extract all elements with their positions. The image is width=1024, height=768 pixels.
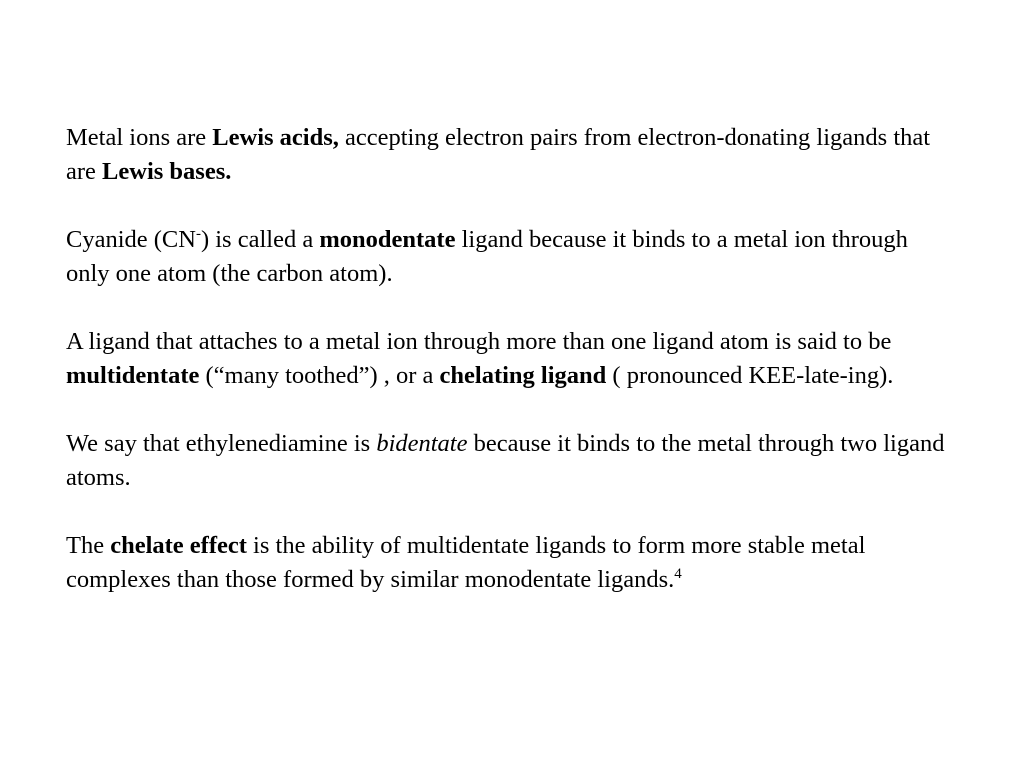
term-monodentate: monodentate <box>319 226 456 253</box>
paragraph-lewis-acids-bases <box>66 121 946 189</box>
footnote-reference: 4 <box>674 565 682 582</box>
text-span: The <box>66 532 111 559</box>
text-span: because it binds to the metal through two ligand atoms. <box>66 430 945 491</box>
text-span: ( pronounced KEE-late-ing). <box>606 362 894 389</box>
term-bidentate: bidentate <box>376 430 468 457</box>
term-lewis-acids: Lewis acids, <box>212 124 339 151</box>
paragraph-chelate-effect <box>66 529 946 597</box>
text-span: is the ability of multidentate ligands to form more stable metal complexes than those formed by similar monodentate ligands. <box>66 532 866 593</box>
text-span: ligand because it binds to a metal ion through only one atom (the carbon atom). <box>66 226 908 287</box>
paragraph-bidentate <box>66 427 946 495</box>
text-span: accepting electron pairs from electron-donating ligands that are <box>66 124 931 185</box>
text-span: Metal ions are <box>66 124 213 151</box>
text-span: Cyanide (CN <box>66 226 196 253</box>
term-multidentate: multidentate <box>66 362 200 389</box>
text-span: We say that ethylenediamine is <box>66 430 377 457</box>
paragraph-monodentate <box>66 223 946 291</box>
text-span: A ligand that attaches to a metal ion through more than one ligand atom is said to be <box>66 328 892 355</box>
term-lewis-bases: Lewis bases. <box>102 158 232 185</box>
term-chelate-effect: chelate effect <box>110 532 247 559</box>
term-chelating-ligand: chelating ligand <box>439 362 607 389</box>
text-span: (“many toothed”) , or a <box>199 362 440 389</box>
slide-body <box>66 121 946 597</box>
text-span: ) is called a <box>200 226 320 253</box>
charge-superscript: - <box>195 225 201 242</box>
paragraph-multidentate <box>66 325 946 393</box>
